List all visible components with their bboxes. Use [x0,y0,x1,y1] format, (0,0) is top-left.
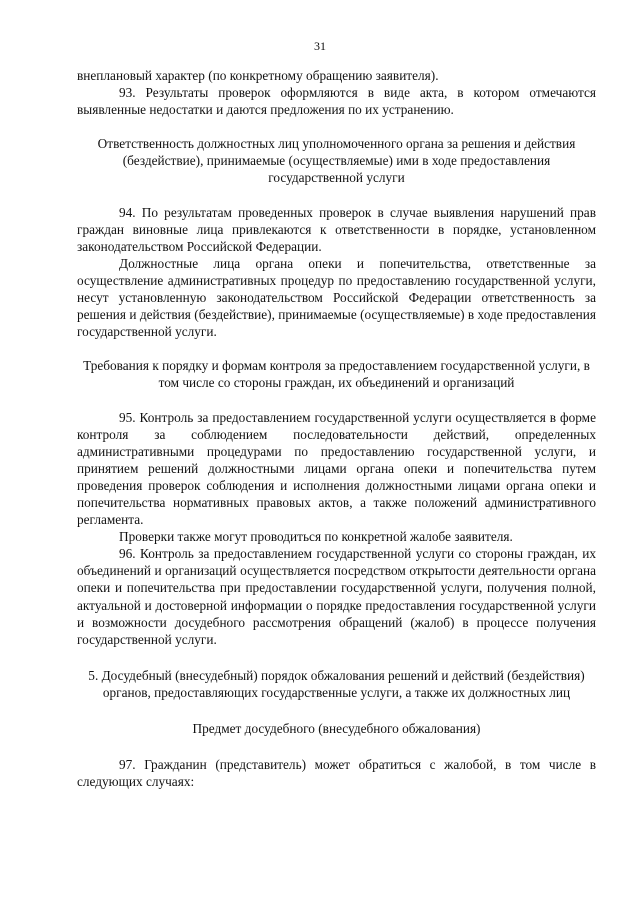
paragraph-inspections: Проверки также могут проводиться по конкретной жалобе заявителя. [119,529,513,545]
paragraph-96: 96. Контроль за предоставлением государственной услуги со стороны граждан, их объединений и организаций осуществляется посредством открытости деятельности органа опеки и попечительства при предоставлении государственной услуги, получения полной, актуальной и достоверной информации о порядке предоставления государственной услуги и возможности досудебного рассмотрения обращений (жалоб) в процессе получения государственной услуги. [77,546,596,647]
subheading-appeal-subject: Предмет досудебного (внесудебного обжалования) [192,721,481,736]
spacer [77,392,596,409]
paragraph-93: 93. Результаты проверок оформляются в виде акта, в котором отмечаются выявленные недостатки и даются предложения по их устранению. [77,85,596,118]
spacer [77,737,596,756]
paragraph-continuation: внеплановый характер (по конкретному обращению заявителя). [77,68,439,83]
section-heading-control-requirements: Требования к порядку и формам контроля за предоставлением государственной услуги, в том числе со стороны граждан, их объединений и организаций [83,358,590,391]
spacer [77,187,596,204]
paragraph-94: 94. По результатам проведенных проверок в случае выявления нарушений прав граждан виновные лица привлекаются к ответственности в порядке, установленном законодательством Российской Федерации. [77,204,596,254]
spacer [77,701,596,720]
paragraph-95: 95. Контроль за предоставлением государственной услуги осуществляется в форме контроля за соблюдением последовательности действий, определенных административными процедурами по предоставлению государственной услуги, и принятием решений должностными лицами органа опеки и попечительства путем проведения проверок соблюдения и исполнения должностными лицами органа опеки и попечительства нормативных правовых актов, а также положений административного регламента. [77,409,596,528]
section-heading-responsibility: Ответственность должностных лиц уполномоченного органа за решения и действия (бездействие), принимаемые (осуществляемые) ими в ходе предоставления государственной услуги [97,136,576,186]
spacer [77,118,596,135]
document-body [77,67,596,790]
spacer [77,340,596,357]
spacer [77,648,596,667]
page-number: 31 [314,39,326,53]
paragraph-officials-responsibility: Должностные лица органа опеки и попечительства, ответственные за осуществление административных процедур по предоставлению государственной услуги, несут установленную законодательством Российской Федерации ответственность за решения и действия (бездействие), принимаемые (осуществляемые) в ходе предоставления государственной услуги. [77,255,596,340]
section-heading-5-appeal-procedure: 5. Досудебный (внесудебный) порядок обжалования решений и действий (бездействия) органов, предоставляющих государственные услуги, а также их должностных лиц [88,667,585,700]
paragraph-97: 97. Гражданин (представитель) может обратиться с жалобой, в том числе в следующих случаях: [77,757,596,790]
